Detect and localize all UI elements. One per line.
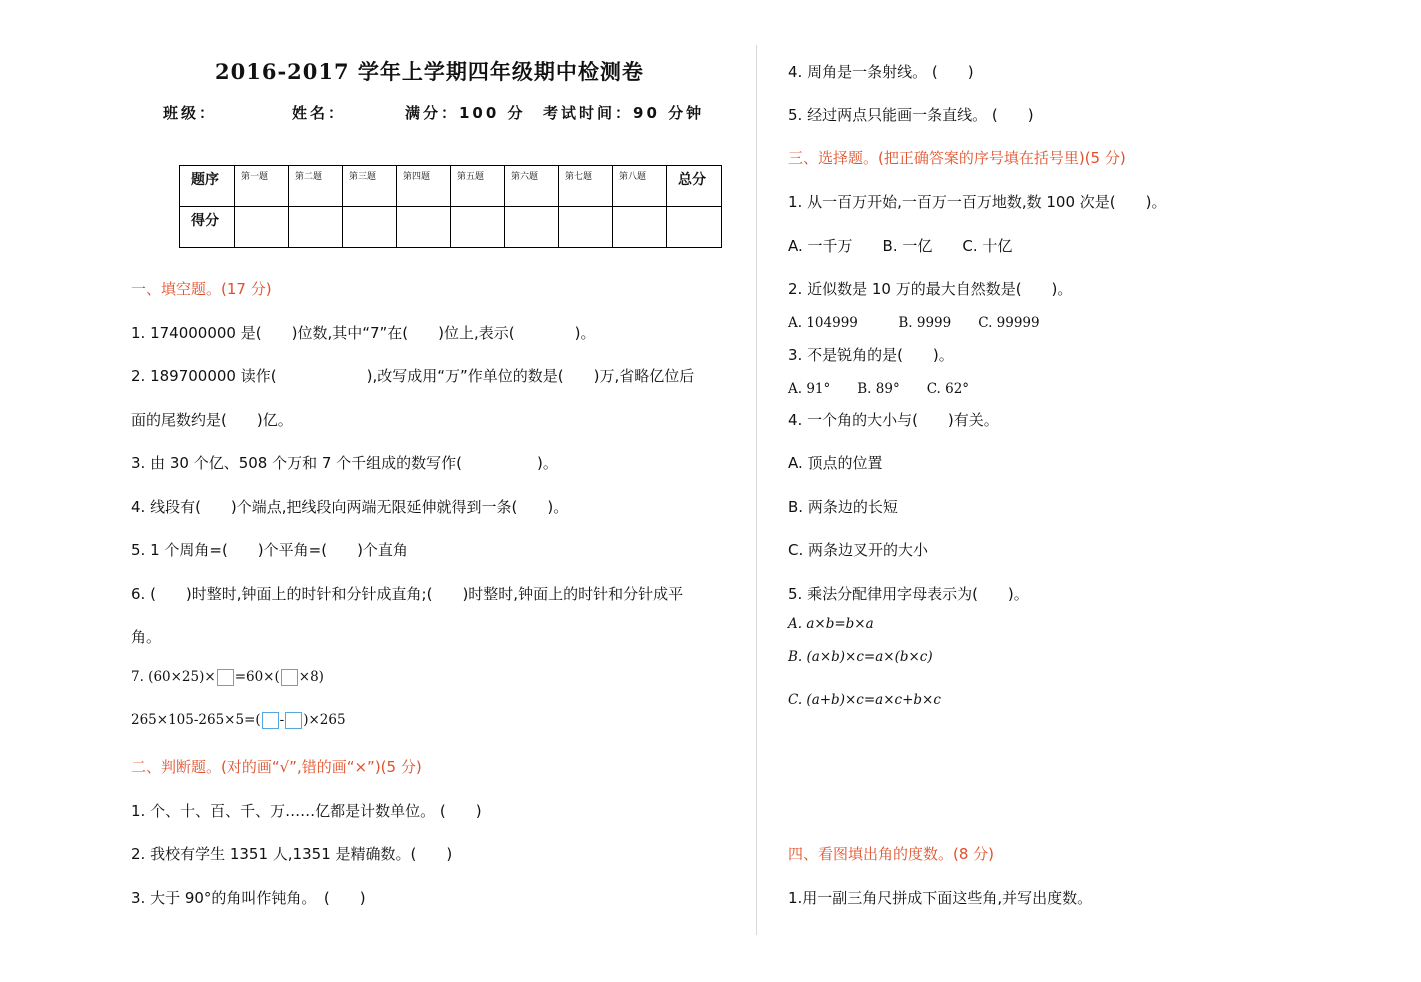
- score-cell[interactable]: [397, 207, 451, 248]
- score-table-header-row: [180, 166, 722, 207]
- fill-question-6-line-2: 角。: [131, 628, 162, 646]
- fill-question-5: 5. 1 个周角=( )个平角=( )个直角: [131, 541, 408, 559]
- fill-question-3: 3. 由 30 个亿、508 个万和 7 个千组成的数写作( )。: [131, 454, 558, 472]
- column-divider: [756, 45, 757, 935]
- fill-question-4: 4. 线段有( )个端点,把线段向两端无限延伸就得到一条( )。: [131, 498, 569, 516]
- choice-question-4-option-a: A. 顶点的位置: [788, 454, 883, 472]
- score-cell[interactable]: [559, 207, 613, 248]
- score-cell[interactable]: [451, 207, 505, 248]
- answer-box[interactable]: [262, 712, 279, 729]
- name-label: 姓名：: [292, 104, 347, 122]
- fill-question-2-line-1: 2. 189700000 读作( ),改写成用“万”作单位的数是( )万,省略亿位后: [131, 367, 695, 385]
- section-2-title: 二、判断题。(对的画“√”,错的画“×”)(5 分): [131, 758, 422, 776]
- judge-question-5: 5. 经过两点只能画一条直线。 ( ): [788, 106, 1034, 124]
- score-row-label: 得分: [180, 207, 235, 248]
- fill-question-7-line-1: [131, 669, 324, 686]
- equation-part: 265×105-265×5=(: [131, 712, 261, 728]
- choice-question-4: 4. 一个角的大小与( )有关。: [788, 411, 999, 429]
- choice-question-4-option-c: C. 两条边叉开的大小: [788, 541, 929, 559]
- angle-question-1: 1.用一副三角尺拼成下面这些角,并写出度数。: [788, 889, 1093, 907]
- score-table: [179, 165, 722, 248]
- score-cell[interactable]: [667, 207, 722, 248]
- judge-question-4: 4. 周角是一条射线。 ( ): [788, 63, 974, 81]
- header-cell: 第八题: [613, 166, 667, 207]
- fill-question-2-line-2: 面的尾数约是( )亿。: [131, 411, 293, 429]
- header-cell: 第一题: [235, 166, 289, 207]
- judge-question-3: 3. 大于 90°的角叫作钝角。 ( ): [131, 889, 366, 907]
- choice-question-5: 5. 乘法分配律用字母表示为( )。: [788, 585, 1029, 603]
- section-1-title: 一、填空题。(17 分): [131, 280, 272, 298]
- exam-time: 考试时间：90 分钟: [543, 104, 705, 122]
- choice-question-1-options: A. 一千万 B. 一亿 C. 十亿: [788, 237, 1013, 255]
- choice-question-5-option-b: B. (a×b)×c=a×(b×c): [788, 649, 933, 665]
- fill-question-1: 1. 174000000 是( )位数,其中“7”在( )位上,表示( )。: [131, 324, 596, 342]
- score-cell[interactable]: [289, 207, 343, 248]
- choice-question-1: 1. 从一百万开始,一百万一百万地数,数 100 次是( )。: [788, 193, 1167, 211]
- header-cell: 第六题: [505, 166, 559, 207]
- choice-question-5-option-a: A. a×b=b×a: [788, 616, 874, 632]
- header-cell: 题序: [180, 166, 235, 207]
- judge-question-1: 1. 个、十、百、千、万……亿都是计数单位。 ( ): [131, 802, 482, 820]
- header-cell: 第三题: [343, 166, 397, 207]
- fill-question-6-line-1: 6. ( )时整时,钟面上的时针和分针成直角;( )时整时,钟面上的时针和分针成平: [131, 585, 684, 603]
- equation-part: 7. (60×25)×: [131, 669, 216, 685]
- judge-question-2: 2. 我校有学生 1351 人,1351 是精确数。( ): [131, 845, 453, 863]
- choice-question-4-option-b: B. 两条边的长短: [788, 498, 898, 516]
- header-cell: 第四题: [397, 166, 451, 207]
- equation-part: )×265: [303, 712, 346, 728]
- choice-question-2: 2. 近似数是 10 万的最大自然数是( )。: [788, 280, 1073, 298]
- answer-box[interactable]: [217, 669, 234, 686]
- equation-part: -: [279, 712, 285, 728]
- score-cell[interactable]: [235, 207, 289, 248]
- score-cell[interactable]: [505, 207, 559, 248]
- section-4-title: 四、看图填出角的度数。(8 分): [788, 845, 995, 863]
- header-cell: 第五题: [451, 166, 505, 207]
- header-cell: 总分: [667, 166, 722, 207]
- answer-box[interactable]: [285, 712, 302, 729]
- class-label: 班级：: [163, 104, 218, 122]
- choice-question-5-option-c: C. (a+b)×c=a×c+b×c: [788, 692, 941, 708]
- equation-part: =60×(: [234, 669, 280, 685]
- fill-question-7-line-2: [131, 712, 346, 729]
- header-cell: 第二题: [289, 166, 343, 207]
- choice-question-3: 3. 不是锐角的是( )。: [788, 346, 954, 364]
- choice-question-2-options: A. 104999 B. 9999 C. 99999: [788, 315, 1040, 331]
- choice-question-3-options: A. 91° B. 89° C. 62°: [788, 381, 970, 397]
- score-cell[interactable]: [613, 207, 667, 248]
- score-table-score-row: [180, 207, 722, 248]
- answer-box[interactable]: [281, 669, 298, 686]
- header-cell: 第七题: [559, 166, 613, 207]
- score-cell[interactable]: [343, 207, 397, 248]
- page-title: 2016-2017 学年上学期四年级期中检测卷: [215, 59, 644, 84]
- equation-part: ×8): [298, 669, 324, 685]
- full-score: 满分：100 分: [405, 104, 526, 122]
- section-3-title: 三、选择题。(把正确答案的序号填在括号里)(5 分): [788, 149, 1126, 167]
